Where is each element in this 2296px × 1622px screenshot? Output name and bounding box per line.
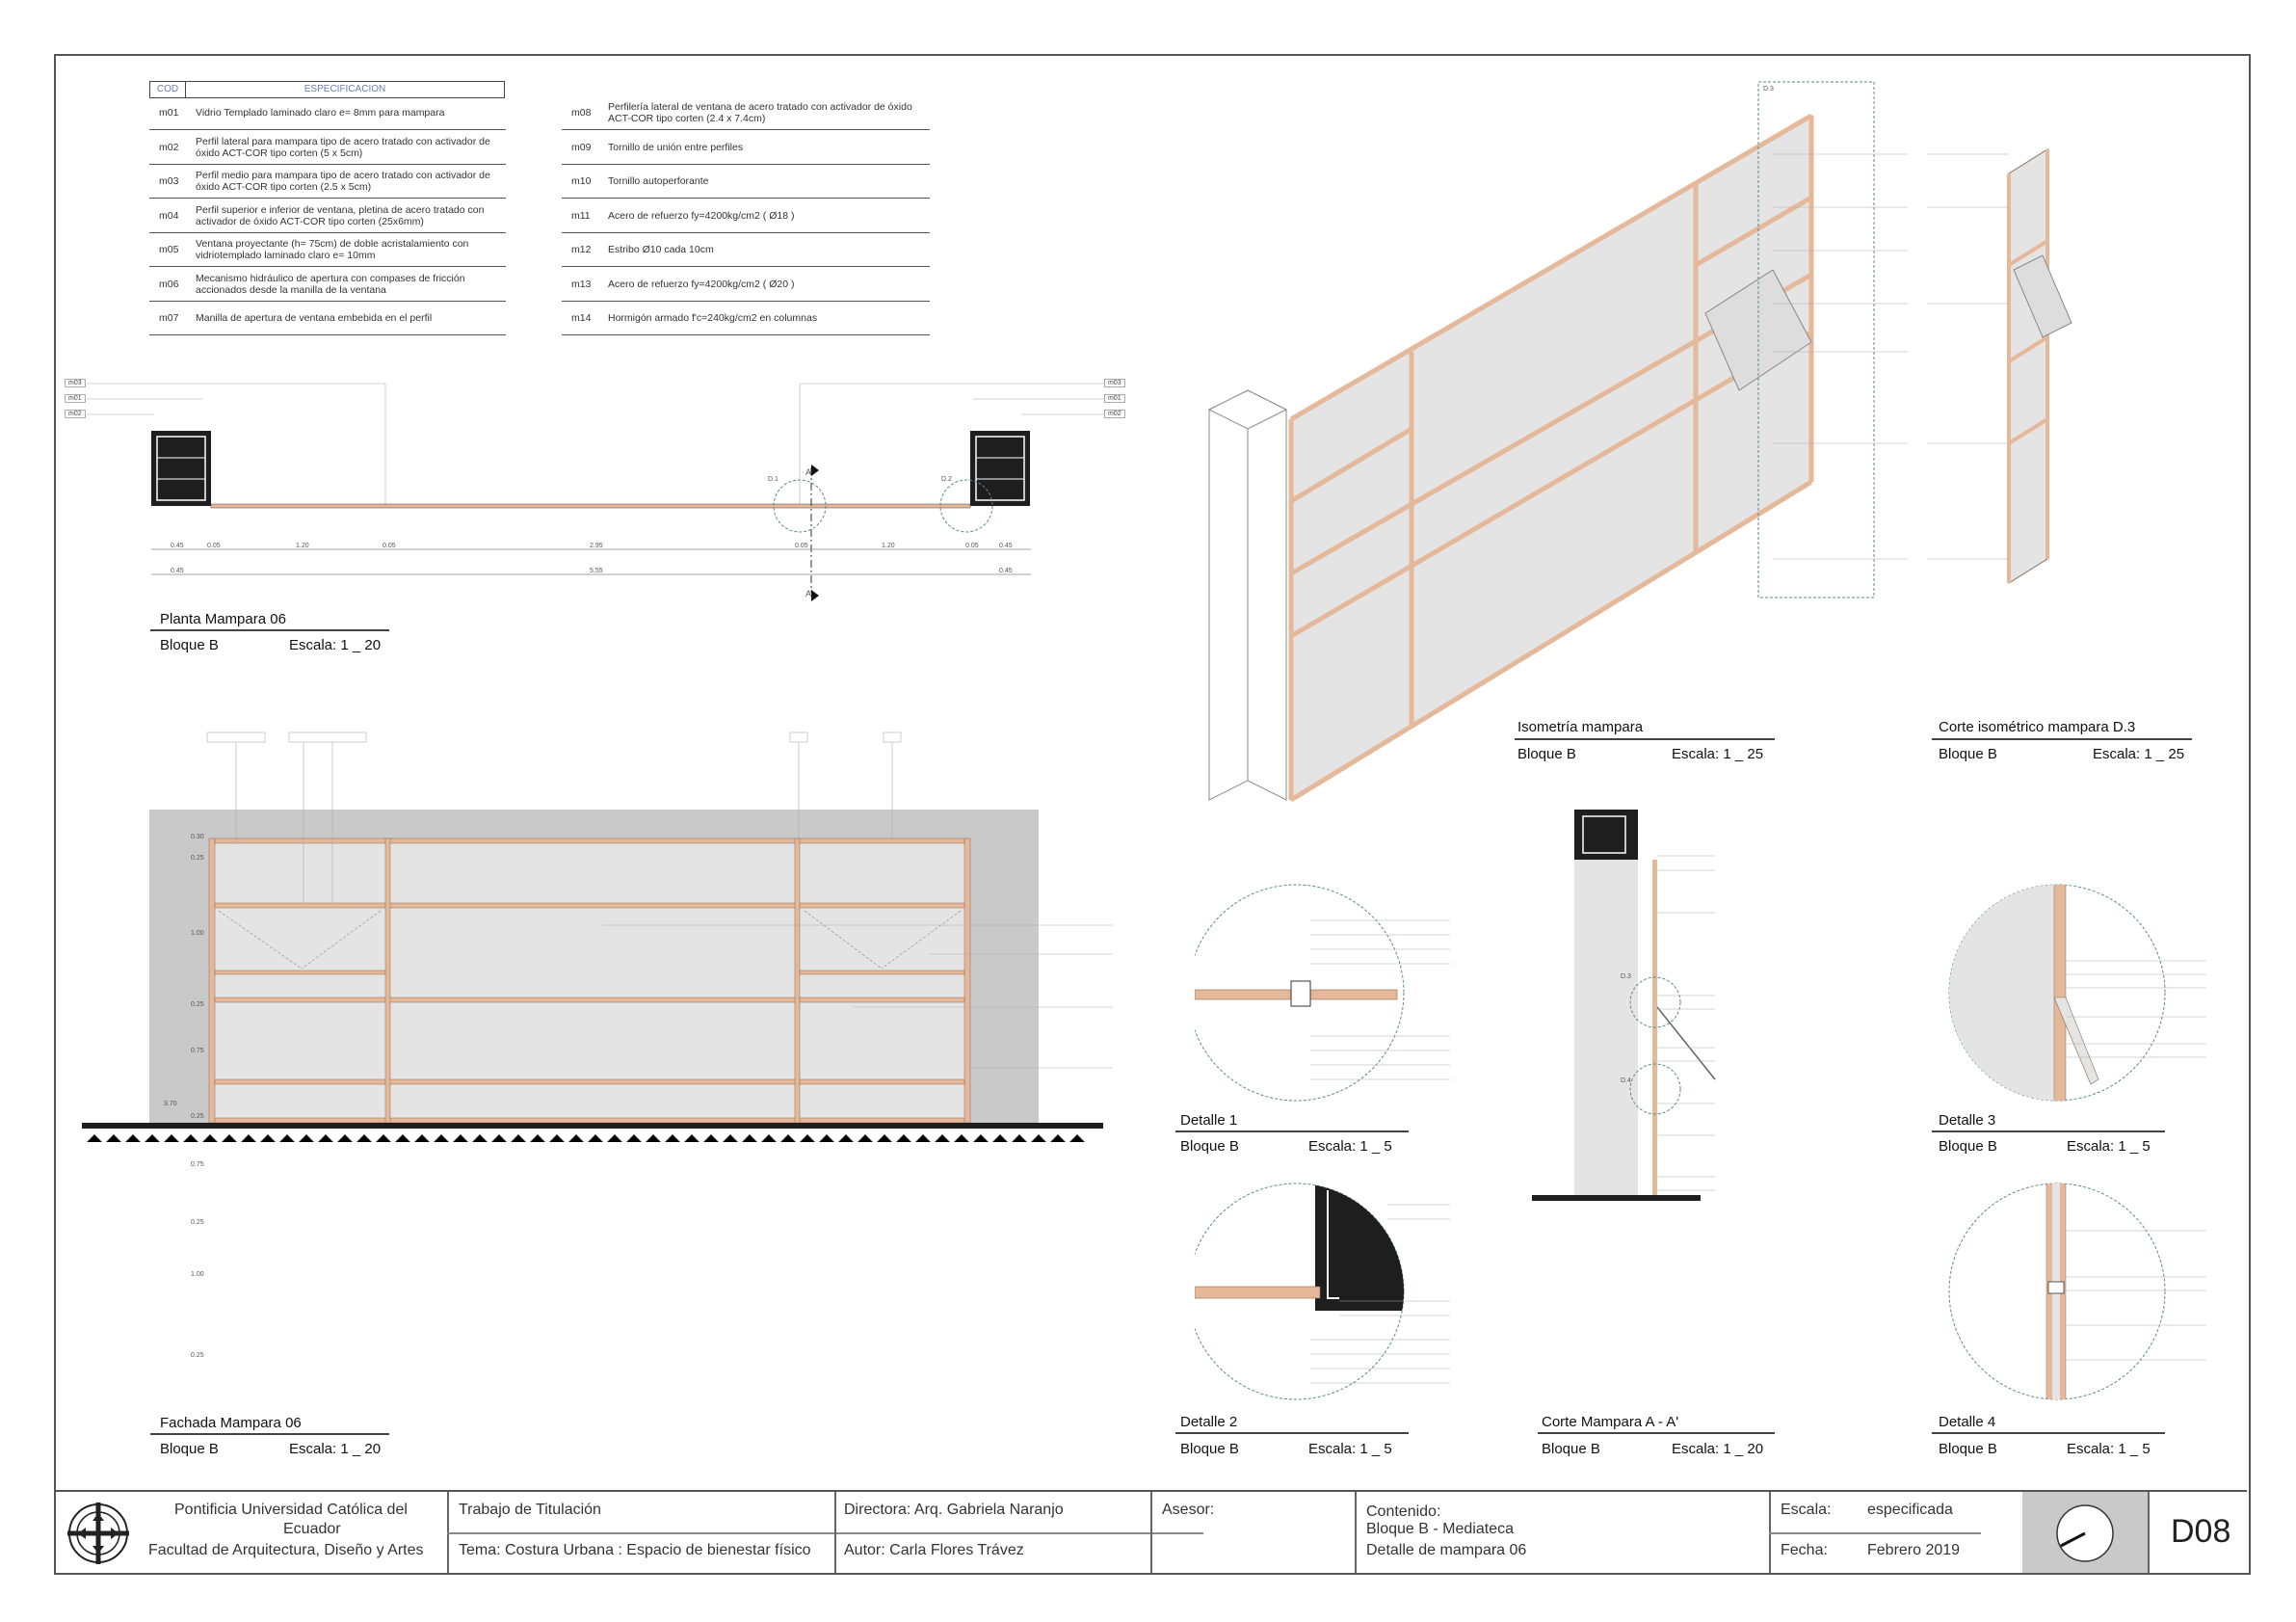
faculty: Facultad de Arquitectura, Diseño y Artes [148, 1542, 424, 1558]
facade-dimension-label: 0.25 [191, 1219, 204, 1226]
spec-text: Acero de refuerzo fy=4200kg/cm2 ( Ø18 ) [608, 209, 795, 222]
spec-text: Vidrio Templado laminado claro e= 8mm para mampara [196, 107, 445, 119]
spec-code: m07 [159, 312, 179, 324]
facade-dimension-label: 0.75 [191, 1161, 204, 1168]
detalle3-block: Bloque B [1939, 1138, 1997, 1155]
spec-row [149, 165, 506, 199]
detail2-drawing [1195, 1181, 1484, 1412]
plan-mark-a-top: A [805, 467, 812, 477]
corte-scale: Escala: 1 _ 20 [1672, 1441, 1764, 1457]
spec-code: m13 [571, 278, 592, 290]
facade-dimension-label: 0.30 [191, 834, 204, 840]
spec-header-spec: ESPECIFICACION [185, 81, 505, 98]
spec-text: Estribo Ø10 cada 10cm [608, 244, 714, 255]
scale-label: Escala: [1781, 1502, 1832, 1518]
university-line2: Ecuador [283, 1521, 341, 1537]
spec-row [562, 302, 930, 335]
dimension-label: 0.05 [383, 543, 396, 549]
spec-row [149, 131, 506, 165]
dimension-label: 0.45 [999, 568, 1013, 574]
spec-text: Perfil medio para mampara tipo de acero tratado con activador de óxido ACT-COR tipo corten (2.5 x 5cm) [196, 170, 490, 193]
spec-row [149, 199, 506, 233]
spec-text: Hormigón armado f'c=240kg/cm2 en columnas [608, 312, 818, 324]
detalle3-scale: Escala: 1 _ 5 [2067, 1138, 2151, 1155]
facade-dimension-label: 0.25 [191, 1352, 204, 1359]
spec-text: Perfilería lateral de ventana de acero tratado con activador de óxido ACT-COR tipo corten (2.4 x 7.4cm) [608, 101, 912, 124]
spec-row [562, 131, 930, 165]
spec-row [562, 96, 930, 130]
content-line2: Detalle de mampara 06 [1366, 1542, 1527, 1558]
planta-block: Bloque B [160, 637, 219, 653]
corte-block: Bloque B [1542, 1441, 1600, 1457]
plan-glass [211, 504, 970, 508]
detalle2-scale: Escala: 1 _ 5 [1308, 1441, 1392, 1457]
spec-code: m08 [571, 107, 592, 119]
plan-column-left [151, 431, 211, 506]
detail4-drawing [1946, 1181, 2235, 1412]
spec-text: Acero de refuerzo fy=4200kg/cm2 ( Ø20 ) [608, 278, 795, 290]
work-title: Trabajo de Titulación [459, 1502, 601, 1518]
plan-tag-m02-l: m02 [65, 410, 86, 418]
dimension-label: 1.20 [296, 543, 309, 549]
corte-iso-scale: Escala: 1 _ 25 [2093, 746, 2185, 762]
spec-text: Mecanismo hidráulico de apertura con compases de fricción accionados desde la manilla de la ventana [196, 272, 465, 296]
spec-row [562, 233, 930, 267]
sheet-number: D08 [2171, 1513, 2231, 1550]
facade-dimension-label: 0.25 [191, 1113, 204, 1120]
spec-row [562, 199, 930, 233]
date-label: Fecha: [1781, 1542, 1828, 1558]
spec-row [562, 268, 930, 302]
dimension-label: 5.55 [590, 568, 603, 574]
spec-text: Tornillo de unión entre perfiles [608, 141, 744, 153]
spec-code: m12 [571, 244, 592, 255]
plan-column-right [970, 431, 1030, 506]
spec-table [149, 81, 939, 351]
corte-iso-title: Corte isométrico mampara D.3 [1939, 719, 2136, 735]
detalle2-block: Bloque B [1180, 1441, 1239, 1457]
spec-code: m05 [159, 244, 179, 255]
content-label: Contenido: [1366, 1503, 1441, 1520]
dimension-label: 0.45 [171, 543, 184, 549]
spec-text: Perfil superior e inferior de ventana, pletina de acero tratado con activador de óxido ACT-COR tipo corten (25x6mm) [196, 203, 485, 227]
detalle1-title: Detalle 1 [1180, 1112, 1238, 1129]
spec-row [562, 165, 930, 199]
spec-code: m06 [159, 278, 179, 290]
isometria-scale: Escala: 1 _ 25 [1672, 746, 1764, 762]
spec-text: Ventana proyectante (h= 75cm) de doble acristalamiento con vidriotemplado laminado claro e= 10mm [196, 238, 469, 261]
dimension-label: 0.45 [999, 543, 1013, 549]
plan-tag-m01-l: m01 [65, 394, 86, 403]
spec-text: Perfil lateral para mampara tipo de acero tratado con activador de óxido ACT-COR tipo corten (5 x 5cm) [196, 135, 490, 159]
spec-code: m09 [571, 141, 592, 153]
spec-text: Tornillo autoperforante [608, 175, 709, 187]
plan-mark-a-bottom: A [805, 589, 812, 598]
facade-total-dim: 3.70 [164, 1101, 177, 1107]
director: Directora: Arq. Gabriela Naranjo [844, 1502, 1064, 1518]
university-logo-icon [64, 1500, 133, 1567]
isometria-title: Isometría mampara [1517, 719, 1644, 735]
facade-dimension-label: 0.75 [191, 1048, 204, 1054]
spec-header-code: COD [149, 81, 186, 98]
facade-dimension-label: 1.00 [191, 1271, 204, 1278]
spec-code: m01 [159, 107, 179, 119]
date-value: Febrero 2019 [1867, 1542, 1961, 1558]
advisor: Asesor: [1162, 1502, 1215, 1518]
section-mark-d4: D.4 [1621, 1077, 1631, 1084]
detalle2-title: Detalle 2 [1180, 1414, 1238, 1430]
scale-value: especificada [1867, 1502, 1953, 1518]
spec-row [149, 96, 506, 130]
dimension-label: 0.05 [207, 543, 221, 549]
facade-dimension-label: 1.00 [191, 930, 204, 937]
dimension-label: 0.05 [795, 543, 808, 549]
facade-drawing [82, 728, 1142, 1402]
fachada-title: Fachada Mampara 06 [160, 1415, 302, 1431]
corte-iso-block: Bloque B [1939, 746, 1997, 762]
detalle1-block: Bloque B [1180, 1138, 1239, 1155]
planta-scale: Escala: 1 _ 20 [289, 637, 382, 653]
content-line1: Bloque B - Mediateca [1366, 1521, 1514, 1537]
iso-mark-d3: D.3 [1763, 86, 1774, 93]
spec-code: m14 [571, 312, 592, 324]
dimension-label: 1.20 [882, 543, 895, 549]
plan-tag-m03-l: m03 [65, 379, 86, 387]
spec-code: m10 [571, 175, 592, 187]
detalle3-title: Detalle 3 [1939, 1112, 1996, 1129]
detalle4-block: Bloque B [1939, 1441, 1997, 1457]
spec-text: Manilla de apertura de ventana embebida en el perfil [196, 312, 433, 324]
north-arrow-icon [2053, 1503, 2117, 1563]
detalle4-title: Detalle 4 [1939, 1414, 1996, 1430]
fachada-block: Bloque B [160, 1441, 219, 1457]
section-drawing [1532, 805, 1782, 1383]
spec-row [149, 233, 506, 267]
plan-tag-m02-r: m02 [1104, 410, 1125, 418]
title-block [54, 1490, 2247, 1573]
spec-code: m03 [159, 175, 179, 187]
spec-code: m04 [159, 209, 179, 222]
detalle1-scale: Escala: 1 _ 5 [1308, 1138, 1392, 1155]
planta-title: Planta Mampara 06 [160, 611, 286, 627]
fachada-scale: Escala: 1 _ 20 [289, 1441, 382, 1457]
dimension-label: 0.45 [171, 568, 184, 574]
author: Autor: Carla Flores Trávez [844, 1542, 1024, 1558]
plan-tag-m01-r: m01 [1104, 394, 1125, 403]
corte-title: Corte Mampara A - A' [1542, 1414, 1679, 1430]
facade-wall-right [970, 838, 1039, 1123]
dimension-label: 0.05 [965, 543, 979, 549]
facade-dimension-label: 0.25 [191, 855, 204, 862]
university-line1: Pontificia Universidad Católica del [174, 1502, 408, 1518]
dimension-label: 2.95 [590, 543, 603, 549]
plan-mark-d2: D.2 [941, 476, 952, 483]
facade-beam [149, 810, 1039, 838]
plan-mark-d1: D.1 [768, 476, 779, 483]
facade-dimension-label: 0.25 [191, 1001, 204, 1008]
detail1-drawing [1195, 882, 1484, 1113]
plan-tag-m03-r: m03 [1104, 379, 1125, 387]
section-mark-d3: D.3 [1621, 973, 1631, 980]
spec-row [149, 302, 506, 335]
isometria-block: Bloque B [1517, 746, 1576, 762]
spec-code: m11 [571, 209, 591, 222]
detail3-drawing [1946, 882, 2235, 1113]
detalle4-scale: Escala: 1 _ 5 [2067, 1441, 2151, 1457]
spec-code: m02 [159, 141, 179, 153]
theme: Tema: Costura Urbana : Espacio de bienestar físico [459, 1542, 811, 1558]
spec-row [149, 268, 506, 302]
